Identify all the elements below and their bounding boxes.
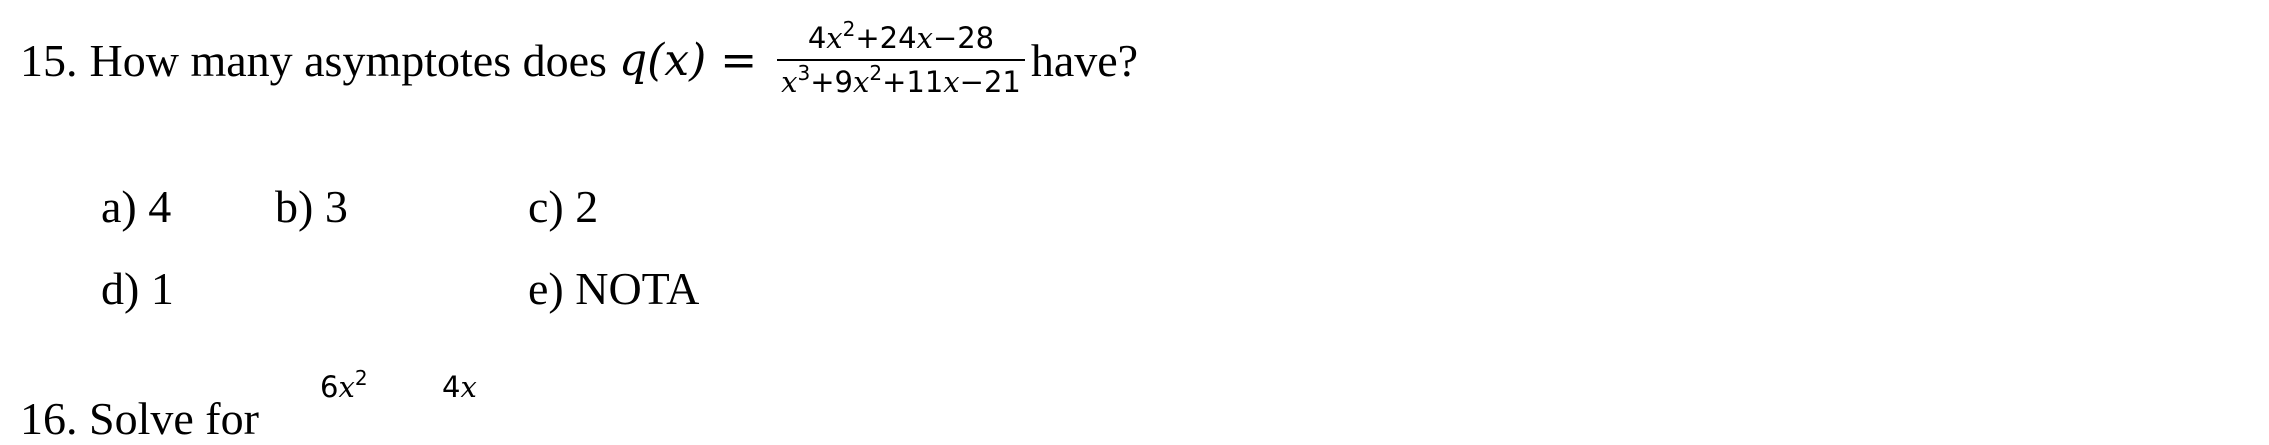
fraction-numerator	[804, 17, 998, 59]
question-16-fragment-1	[320, 366, 368, 404]
den-term1-var: x	[781, 65, 798, 99]
function-variable: (x)	[647, 34, 707, 86]
q16-frag1-var: x	[338, 370, 355, 404]
num-term3: −28	[932, 21, 995, 55]
choice-c: c) 2	[528, 181, 599, 232]
den-term3-coef: +11	[882, 65, 944, 99]
question-number: 15.	[20, 34, 78, 86]
choice-e: e) NOTA	[528, 263, 700, 314]
question-16-fragment-2	[442, 370, 477, 404]
question-suffix: have?	[1030, 34, 1139, 86]
num-term1-var: x	[826, 21, 843, 55]
q16-frag1-coef: 6	[320, 370, 339, 404]
rational-function-fraction	[777, 17, 1025, 103]
num-term2-coef: +24	[855, 21, 917, 55]
num-term1-coef: 4	[807, 21, 827, 55]
function-name: q	[618, 34, 648, 86]
q16-frag2-var: x	[460, 370, 477, 404]
num-term2-var: x	[916, 21, 933, 55]
den-term3-var: x	[943, 65, 960, 99]
num-term1-exp: 2	[842, 17, 856, 41]
fraction-denominator	[777, 61, 1025, 103]
q16-frag1-exp: 2	[354, 366, 368, 390]
den-term2-var: x	[852, 65, 870, 99]
question-16-prefix: 16. Solve for	[20, 393, 259, 444]
equals-sign: =	[720, 34, 758, 86]
den-term2-coef: +9	[810, 65, 853, 99]
den-term2-exp: 2	[869, 61, 883, 85]
choice-a: a) 4	[101, 181, 172, 232]
den-term4: −21	[959, 65, 1021, 99]
q16-frag2-coef: 4	[442, 370, 461, 404]
choice-d: d) 1	[101, 263, 174, 314]
question-15	[20, 0, 1138, 120]
den-term1-exp: 3	[797, 61, 811, 85]
question-text: How many asymptotes does	[89, 34, 607, 86]
choice-b: b) 3	[275, 181, 348, 232]
